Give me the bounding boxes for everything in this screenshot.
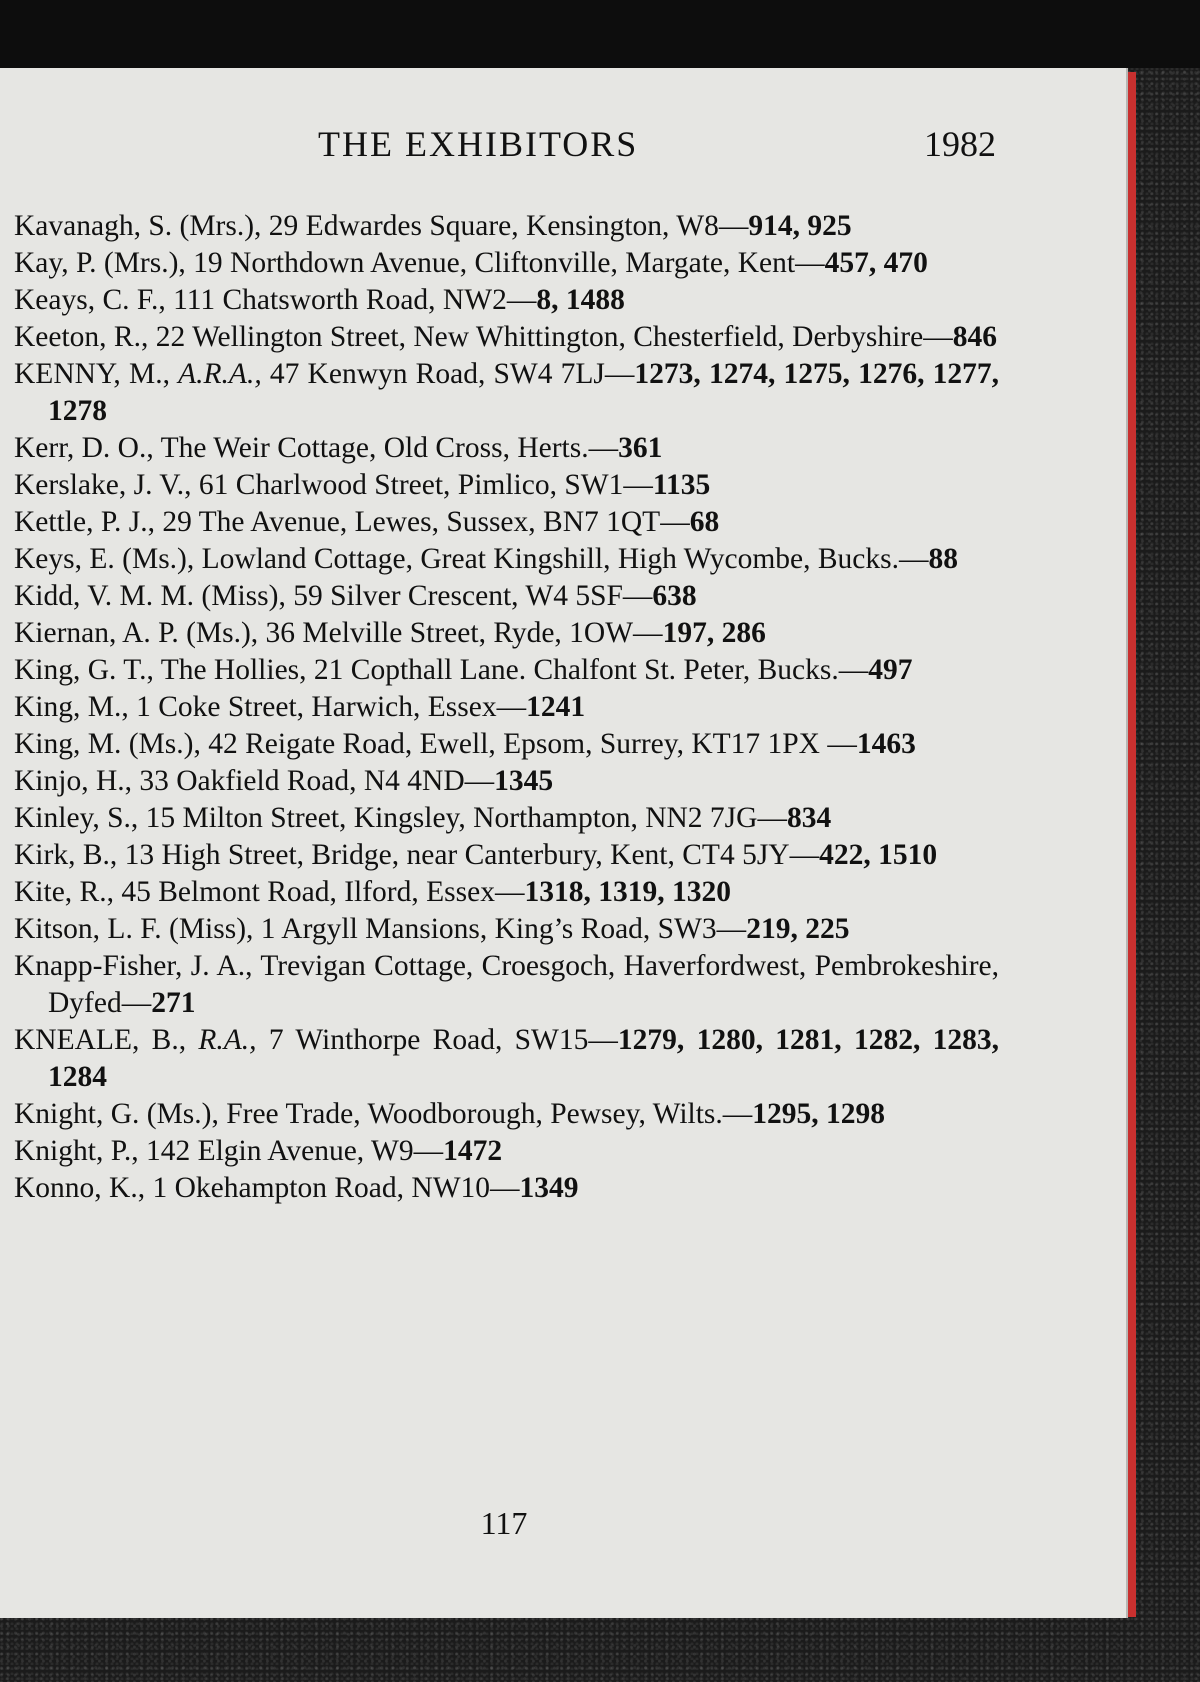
exhibit-numbers: 638 bbox=[652, 580, 697, 612]
exhibitor-entry bbox=[14, 208, 999, 245]
exhibitor-details: Konno, K., 1 Okehampton Road, NW10— bbox=[14, 1172, 520, 1204]
exhibitor-distinction: A.R.A., bbox=[178, 358, 262, 390]
exhibit-numbers: 197, 286 bbox=[662, 617, 766, 649]
exhibit-numbers: 914, 925 bbox=[748, 210, 852, 242]
book-page bbox=[0, 68, 1128, 1618]
exhibitor-details: Kite, R., 45 Belmont Road, Ilford, Essex— bbox=[14, 876, 525, 908]
exhibitor-entry bbox=[14, 948, 999, 1022]
exhibitor-details: Kirk, B., 13 High Street, Bridge, near Canterbury, Kent, CT4 5JY— bbox=[14, 839, 820, 871]
exhibit-numbers: 846 bbox=[952, 321, 997, 353]
exhibitor-details: King, G. T., The Hollies, 21 Copthall Lane. Chalfont St. Peter, Bucks.— bbox=[14, 654, 869, 686]
exhibitor-entry bbox=[14, 874, 999, 911]
exhibitor-details: King, M. (Ms.), 42 Reigate Road, Ewell, Epsom, Surrey, KT17 1PX — bbox=[14, 728, 857, 760]
exhibitor-entry bbox=[14, 652, 999, 689]
exhibitor-entry bbox=[14, 615, 999, 652]
exhibitor-address: 47 Kenwyn Road, SW4 7LJ— bbox=[261, 358, 635, 390]
exhibit-numbers: 1318, 1319, 1320 bbox=[524, 876, 731, 908]
exhibitor-entry bbox=[14, 800, 999, 837]
exhibitor-entry bbox=[14, 1133, 999, 1170]
page-year: 1982 bbox=[924, 124, 996, 164]
exhibit-numbers: 834 bbox=[786, 802, 832, 834]
exhibitor-entry bbox=[14, 282, 999, 319]
exhibitor-details: Kettle, P. J., 29 The Avenue, Lewes, Sussex, BN7 1QT— bbox=[14, 506, 690, 538]
background-top bbox=[0, 0, 1200, 68]
exhibit-numbers: 1463 bbox=[856, 728, 916, 760]
exhibitor-details: Kerslake, J. V., 61 Charlwood Street, Pimlico, SW1— bbox=[14, 469, 653, 501]
exhibitor-details: King, M., 1 Coke Street, Harwich, Essex— bbox=[14, 691, 527, 723]
exhibitor-entry bbox=[14, 1022, 999, 1096]
exhibitor-details: Kay, P. (Mrs.), 19 Northdown Avenue, Cliftonville, Margate, Kent— bbox=[14, 247, 825, 279]
exhibitor-details: Kiernan, A. P. (Ms.), 36 Melville Street, Ryde, 1OW— bbox=[14, 617, 663, 649]
exhibitor-entry bbox=[14, 1170, 999, 1207]
exhibit-numbers: 1349 bbox=[519, 1172, 579, 1204]
exhibitor-entry bbox=[14, 319, 999, 356]
exhibit-numbers: 497 bbox=[868, 654, 913, 686]
exhibitor-entry bbox=[14, 837, 999, 874]
exhibitor-details: Kitson, L. F. (Miss), 1 Argyll Mansions, King’s Road, SW3— bbox=[14, 913, 747, 945]
exhibitor-entry bbox=[14, 430, 999, 467]
page-number: 117 bbox=[480, 1505, 528, 1541]
exhibitor-entry bbox=[14, 578, 999, 615]
exhibit-numbers: 1295, 1298 bbox=[752, 1098, 886, 1130]
exhibitor-details: Kavanagh, S. (Mrs.), 29 Edwardes Square, Kensington, W8— bbox=[14, 210, 749, 242]
exhibit-numbers: 271 bbox=[151, 987, 196, 1019]
exhibit-numbers: 1472 bbox=[443, 1135, 503, 1167]
exhibitor-distinction: R.A., bbox=[198, 1024, 257, 1056]
exhibit-numbers: 1273, 1274, 1275, 1276, 1277, 1278 bbox=[48, 358, 999, 427]
exhibitor-entry bbox=[14, 726, 999, 763]
exhibit-numbers: 1135 bbox=[652, 469, 711, 501]
exhibitor-entry bbox=[14, 1096, 999, 1133]
exhibit-numbers: 457, 470 bbox=[824, 247, 928, 279]
exhibitor-details: KNEALE, B., bbox=[14, 1024, 199, 1056]
exhibitor-details: Knight, G. (Ms.), Free Trade, Woodborough, Pewsey, Wilts.— bbox=[14, 1098, 753, 1130]
exhibitor-details: Kinley, S., 15 Milton Street, Kingsley, Northampton, NN2 7JG— bbox=[14, 802, 787, 834]
exhibit-numbers: 1241 bbox=[526, 691, 586, 723]
exhibitor-details: Kidd, V. M. M. (Miss), 59 Silver Crescent, W4 5SF— bbox=[14, 580, 653, 612]
exhibit-numbers: 422, 1510 bbox=[819, 839, 938, 871]
exhibit-numbers: 8, 1488 bbox=[536, 284, 625, 316]
exhibitor-details: Kinjo, H., 33 Oakfield Road, N4 4ND— bbox=[14, 765, 495, 797]
exhibitor-details: Kerr, D. O., The Weir Cottage, Old Cross, Herts.— bbox=[14, 432, 619, 464]
exhibit-numbers: 1345 bbox=[494, 765, 554, 797]
exhibitor-entry bbox=[14, 504, 999, 541]
exhibit-numbers: 361 bbox=[618, 432, 663, 464]
exhibitor-details: Knight, P., 142 Elgin Avenue, W9— bbox=[14, 1135, 444, 1167]
exhibit-numbers: 219, 225 bbox=[746, 913, 850, 945]
exhibitor-entry bbox=[14, 911, 999, 948]
page-edge bbox=[1128, 72, 1136, 1617]
exhibit-numbers: 68 bbox=[689, 506, 720, 538]
running-head bbox=[0, 123, 1128, 173]
exhibitor-address: 7 Winthorpe Road, SW15— bbox=[256, 1024, 618, 1056]
exhibitor-entry bbox=[14, 245, 999, 282]
exhibitor-entry bbox=[14, 763, 999, 800]
page-title: THE EXHIBITORS bbox=[318, 124, 639, 164]
exhibitor-details: KENNY, M., bbox=[14, 358, 179, 390]
exhibitor-details: Keays, C. F., 111 Chatsworth Road, NW2— bbox=[14, 284, 537, 316]
exhibitor-entry bbox=[14, 467, 999, 504]
exhibitor-entry bbox=[14, 356, 999, 430]
exhibitor-list bbox=[14, 208, 999, 1207]
exhibitor-details: Keys, E. (Ms.), Lowland Cottage, Great Kingshill, High Wycombe, Bucks.— bbox=[14, 543, 929, 575]
exhibit-numbers: 1279, 1280, 1281, 1282, 1283, 1284 bbox=[48, 1024, 999, 1093]
exhibitor-details: Knapp-Fisher, J. A., Trevigan Cottage, Croesgoch, Haverfordwest, Pembrokeshire, Dyfed— bbox=[14, 950, 999, 1019]
exhibitor-entry bbox=[14, 689, 999, 726]
exhibitor-details: Keeton, R., 22 Wellington Street, New Whittington, Chesterfield, Derbyshire— bbox=[14, 321, 953, 353]
exhibit-numbers: 88 bbox=[928, 543, 958, 575]
exhibitor-entry bbox=[14, 541, 999, 578]
